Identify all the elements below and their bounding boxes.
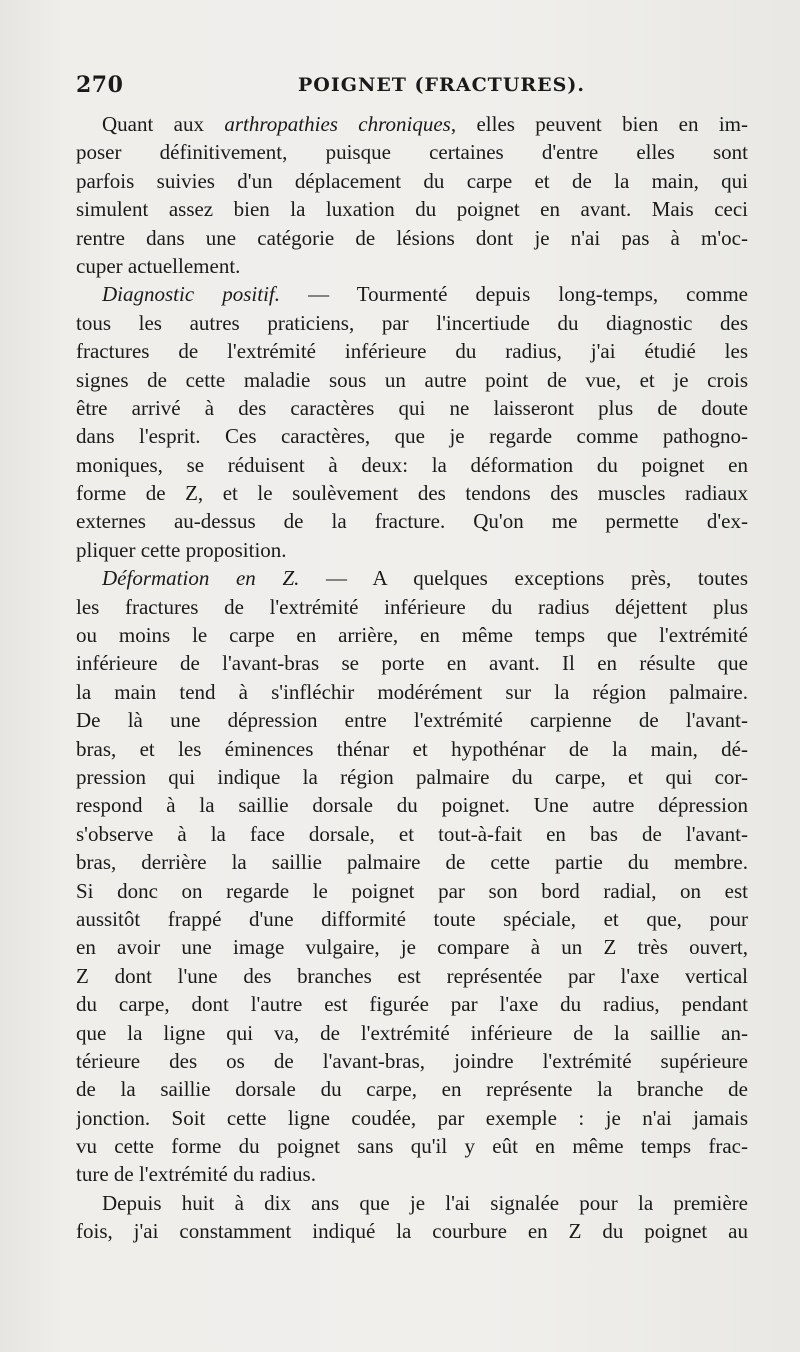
paragraph [76,564,748,1189]
text-line: cuper actuellement. [76,253,241,278]
page-header [76,72,748,102]
text-line: la main tend à s'infléchir modérément sur la région palmaire. [76,679,748,704]
text-line: respond à la saillie dorsale du poignet. Une autre dépression [76,793,748,818]
text-line: moniques, se réduisent à deux: la déformation du poignet en [76,452,748,477]
text-line: ture de l'extrémité du radius. [76,1162,316,1187]
text-line: simulent assez bien la luxation du poignet en avant. Mais ceci [76,197,748,222]
text-line: forme de Z, et le soulèvement des tendons des muscles radiaux [76,481,748,506]
text-line: en avoir une image vulgaire, je compare à un Z très ouvert, [76,935,748,960]
text-line: que la ligne qui va, de l'extrémité inférieure de la saillie an- [76,1020,748,1045]
text-line: fois, j'ai constamment indiqué la courbure en Z du poignet au [76,1219,748,1244]
text-line: Quant aux arthropathies chroniques, elles peuvent bien en im- [102,112,748,136]
text-line: Déformation en Z. — A quelques exceptions près, toutes [102,566,748,591]
text-line: aussitôt frappé d'une difformité toute spéciale, et que, pour [76,906,748,931]
text-line: s'observe à la face dorsale, et tout-à-fait en bas de l'avant- [76,821,748,846]
paragraph [76,1189,748,1246]
text-line: parfois suivies d'un déplacement du carpe et de la main, qui [76,168,748,193]
text-line: signes de cette maladie sous un autre point de vue, et je crois [76,367,748,392]
paragraph [76,110,748,280]
text-line: fractures de l'extrémité inférieure du radius, j'ai étudié les [76,339,748,364]
text-line: Z dont l'une des branches est représentée par l'axe vertical [76,963,748,988]
text-line: térieure des os de l'avant-bras, joindre l'extrémité supérieure [76,1048,748,1073]
text-line: les fractures de l'extrémité inférieure du radius déjettent plus [76,594,748,619]
text-line: inférieure de l'avant-bras se porte en avant. Il en résulte que [76,651,748,676]
italic-term: Déformation en Z. [102,566,300,591]
text-line: rentre dans une catégorie de lésions dont je n'ai pas à m'oc- [76,225,748,250]
text-line: ou moins le carpe en arrière, en même temps que l'extrémité [76,623,748,648]
text-line: bras, derrière la saillie palmaire de cette partie du membre. [76,850,748,875]
text-line: pression qui indique la région palmaire du carpe, et qui cor- [76,764,748,789]
text-line: Diagnostic positif. — Tourmenté depuis long-temps, comme [102,282,748,307]
text-line: jonction. Soit cette ligne coudée, par exemple : je n'ai jamais [76,1105,748,1130]
body-text [76,110,748,1246]
paragraph [76,280,748,564]
italic-term: Diagnostic positif. [102,282,280,307]
text-line: vu cette forme du poignet sans qu'il y eût en même temps frac- [76,1134,748,1159]
page-number: 270 [76,72,124,98]
text-line: pliquer cette proposition. [76,537,287,562]
text-line: dans l'esprit. Ces caractères, que je regarde comme pathogno- [76,424,748,449]
text-line: De là une dépression entre l'extrémité carpienne de l'avant- [76,708,748,733]
text-line: de la saillie dorsale du carpe, en représente la branche de [76,1077,748,1102]
text-line: Si donc on regarde le poignet par son bord radial, on est [76,878,748,903]
text-line: externes au-dessus de la fracture. Qu'on me permette d'ex- [76,509,748,534]
text-line: du carpe, dont l'autre est figurée par l'axe du radius, pendant [76,992,748,1017]
text-line: bras, et les éminences thénar et hypothénar de la main, dé- [76,736,748,761]
italic-term: arthropathies chroniques [224,112,451,136]
running-title: POIGNET (FRACTURES). [298,74,585,96]
text-line: poser définitivement, puisque certaines d'entre elles sont [76,140,748,165]
text-line: tous les autres praticiens, par l'incertiude du diagnostic des [76,310,748,335]
text-line: être arrivé à des caractères qui ne laisseront plus de doute [76,395,748,420]
text-line: Depuis huit à dix ans que je l'ai signalée pour la première [102,1190,748,1215]
